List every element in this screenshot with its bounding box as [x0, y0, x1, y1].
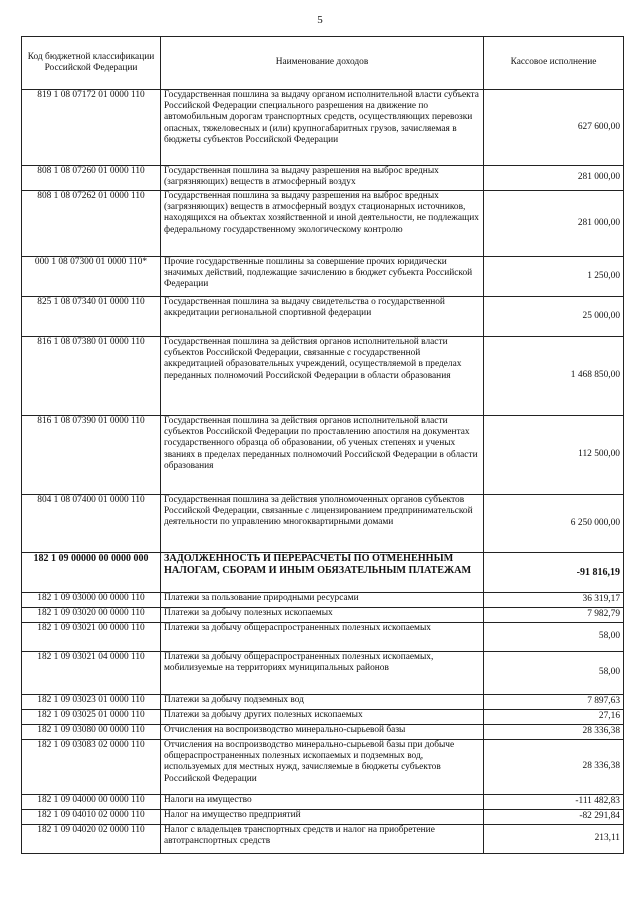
header-name: Наименование доходов	[161, 37, 484, 90]
table-row	[22, 191, 624, 257]
table-row	[22, 297, 624, 337]
table-row	[22, 337, 624, 416]
table-row	[22, 725, 624, 740]
row-amount: -82 291,84	[484, 810, 624, 825]
header-code: Код бюджетной классификации Российской Федерации	[22, 37, 161, 90]
revenue-table	[21, 36, 624, 854]
row-code: 182 1 09 03020 00 0000 110	[22, 608, 161, 623]
row-code: 182 1 09 03021 04 0000 110	[22, 652, 161, 695]
table-row	[22, 495, 624, 553]
row-name: Налог на имущество предприятий	[161, 810, 484, 825]
row-code: 000 1 08 07300 01 0000 110*	[22, 257, 161, 297]
row-amount: 7 982,79	[484, 608, 624, 623]
row-amount: 1 468 850,00	[484, 337, 624, 416]
row-amount: 58,00	[484, 652, 624, 695]
row-amount: 281 000,00	[484, 191, 624, 257]
table-row	[22, 553, 624, 593]
table-header-row	[22, 37, 624, 90]
table-row	[22, 795, 624, 810]
table-row	[22, 825, 624, 854]
row-name: Отчисления на воспроизводство минерально-сырьевой базы	[161, 725, 484, 740]
table-row	[22, 810, 624, 825]
row-name: Налоги на имущество	[161, 795, 484, 810]
table-row	[22, 416, 624, 495]
row-name: Государственная пошлина за действия уполномоченных органов субъектов Российской Федерации, связанные с лицензированием предпринимательской деятельности по управлению многоквартирными домами	[161, 495, 484, 553]
row-name: Отчисления на воспроизводство минерально-сырьевой базы при добыче общераспространенных полезных ископаемых и подземных вод, используемых для местных нужд, зачисляемые в бюджеты субъектов Российской Федерации	[161, 740, 484, 795]
row-name: Платежи за добычу полезных ископаемых	[161, 608, 484, 623]
table-row	[22, 740, 624, 795]
row-code: 816 1 08 07390 01 0000 110	[22, 416, 161, 495]
row-code: 182 1 09 03080 00 0000 110	[22, 725, 161, 740]
row-amount: 25 000,00	[484, 297, 624, 337]
page-number: 5	[317, 14, 323, 26]
row-name: Платежи за добычу общераспространенных полезных ископаемых	[161, 623, 484, 652]
table-row	[22, 710, 624, 725]
row-code: 816 1 08 07380 01 0000 110	[22, 337, 161, 416]
table-row	[22, 257, 624, 297]
row-code: 182 1 09 03021 00 0000 110	[22, 623, 161, 652]
row-name: Платежи за пользование природными ресурсами	[161, 593, 484, 608]
row-code: 182 1 09 03023 01 0000 110	[22, 695, 161, 710]
table-body	[22, 90, 624, 854]
row-code: 182 1 09 04000 00 0000 110	[22, 795, 161, 810]
row-name: Государственная пошлина за выдачу разрешения на выброс вредных (загрязняющих) веществ в атмосферный воздух стационарных источников, находящихся на объектах хозяйственной и иной деятельности, не подлежащих федеральному государственному экологическому контролю	[161, 191, 484, 257]
row-code: 182 1 09 04010 02 0000 110	[22, 810, 161, 825]
row-amount: 7 897,63	[484, 695, 624, 710]
row-amount: 112 500,00	[484, 416, 624, 495]
row-name: Государственная пошлина за выдачу разрешения на выброс вредных (загрязняющих) веществ в атмосферный воздух	[161, 166, 484, 191]
row-amount: 6 250 000,00	[484, 495, 624, 553]
row-name: Налог с владельцев транспортных средств и налог на приобретение автотранспортных средств	[161, 825, 484, 854]
table-row	[22, 90, 624, 166]
row-name: Платежи за добычу подземных вод	[161, 695, 484, 710]
table-row	[22, 695, 624, 710]
row-amount: 27,16	[484, 710, 624, 725]
row-code: 182 1 09 03083 02 0000 110	[22, 740, 161, 795]
row-amount: 28 336,38	[484, 740, 624, 795]
header-amount: Кассовое исполнение	[484, 37, 624, 90]
row-amount: 58,00	[484, 623, 624, 652]
row-code: 819 1 08 07172 01 0000 110	[22, 90, 161, 166]
row-name: Государственная пошлина за действия органов исполнительной власти субъектов Российской Федерации по проставлению апостиля на документах государственного образца об образовании, об ученых степенях и ученых званиях в пределах переданных полномочий Российской Федерации в области образования	[161, 416, 484, 495]
row-amount: 1 250,00	[484, 257, 624, 297]
row-name: Платежи за добычу общераспространенных полезных ископаемых, мобилизуемые на территориях муниципальных районов	[161, 652, 484, 695]
row-code: 825 1 08 07340 01 0000 110	[22, 297, 161, 337]
row-amount: -111 482,83	[484, 795, 624, 810]
table-row	[22, 652, 624, 695]
row-name: Государственная пошлина за выдачу органом исполнительной власти субъекта Российской Федерации специального разрешения на движение по автомобильным дорогам транспортных средств, осуществляющих перевозки опасных, тяжеловесных и (или) крупногабаритных грузов, зачисляемая в бюджеты субъектов Российской Федерации	[161, 90, 484, 166]
row-amount: -91 816,19	[484, 553, 624, 593]
table-row	[22, 623, 624, 652]
row-name: Платежи за добычу других полезных ископаемых	[161, 710, 484, 725]
row-amount: 28 336,38	[484, 725, 624, 740]
row-name: Государственная пошлина за действия органов исполнительной власти субъектов Российской Федерации, связанные с государственной аккредитацией образовательных учреждений, осуществляемой в пределах переданных полномочий Российской Федерации в области образования	[161, 337, 484, 416]
row-code: 182 1 09 00000 00 0000 000	[22, 553, 161, 593]
row-amount: 281 000,00	[484, 166, 624, 191]
row-code: 182 1 09 03000 00 0000 110	[22, 593, 161, 608]
row-code: 182 1 09 04020 02 0000 110	[22, 825, 161, 854]
row-code: 808 1 08 07260 01 0000 110	[22, 166, 161, 191]
table-row	[22, 593, 624, 608]
table-row	[22, 608, 624, 623]
row-amount: 213,11	[484, 825, 624, 854]
row-code: 808 1 08 07262 01 0000 110	[22, 191, 161, 257]
row-amount: 36 319,17	[484, 593, 624, 608]
row-amount: 627 600,00	[484, 90, 624, 166]
table-row	[22, 166, 624, 191]
row-name: ЗАДОЛЖЕННОСТЬ И ПЕРЕРАСЧЕТЫ ПО ОТМЕНЕННЫМ НАЛОГАМ, СБОРАМ И ИНЫМ ОБЯЗАТЕЛЬНЫМ ПЛАТЕЖАМ	[161, 553, 484, 593]
row-name: Государственная пошлина за выдачу свидетельства о государственной аккредитации региональной спортивной федерации	[161, 297, 484, 337]
row-code: 182 1 09 03025 01 0000 110	[22, 710, 161, 725]
row-code: 804 1 08 07400 01 0000 110	[22, 495, 161, 553]
row-name: Прочие государственные пошлины за совершение прочих юридически значимых действий, подлежащие зачислению в бюджет субъекта Российской Федерации	[161, 257, 484, 297]
